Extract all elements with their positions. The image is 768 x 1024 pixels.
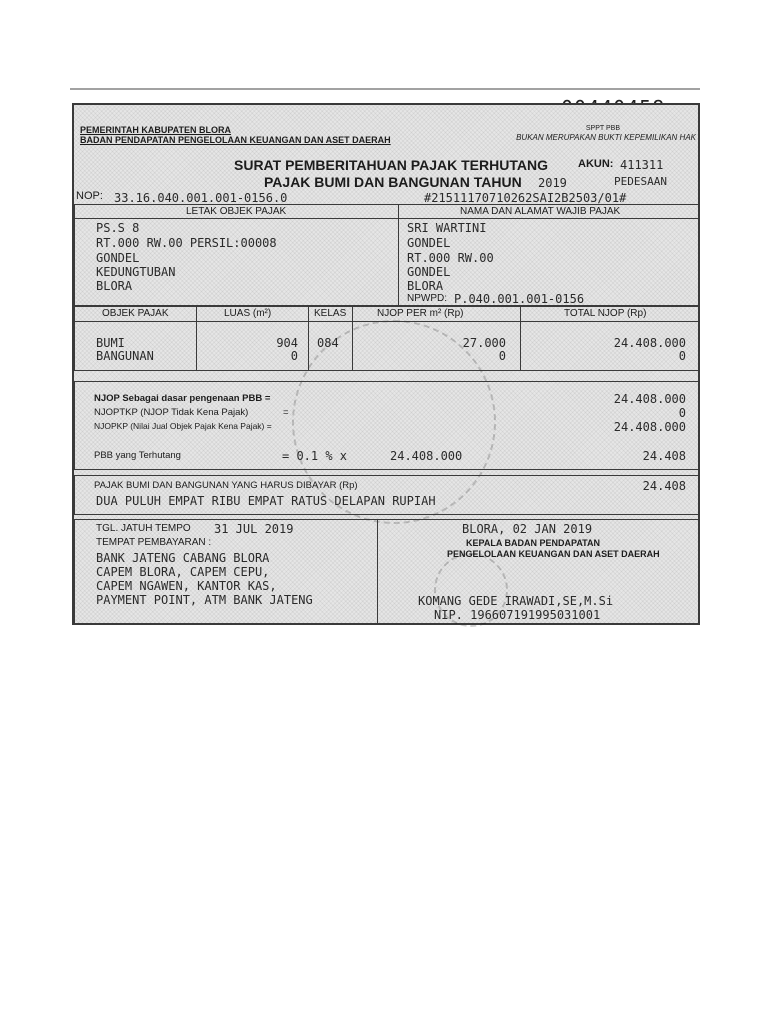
akun-value: 411311 [620,158,664,172]
payment-place: CAPEM BLORA, CAPEM CEPU, [96,565,270,579]
agency-name: BADAN PENDAPATAN PENGELOLAAN KEUANGAN DAN ASET DAERAH [80,135,391,145]
sector-label: PEDESAAN [614,175,667,188]
payable-in-words: DUA PULUH EMPAT RIBU EMPAT RATUS DELAPAN RUPIAH [96,494,436,508]
table-cell-objek: BUMI [96,336,125,350]
official-title: KEPALA BADAN PENDAPATAN [466,538,600,548]
table-cell-njop-per-m2: 27.000 [462,336,506,350]
payment-place: BANK JATENG CABANG BLORA [96,551,270,565]
tax-document [72,103,700,625]
issue-place-date: BLORA, 02 JAN 2019 [462,522,593,536]
document-subtitle: PAJAK BUMI DAN BANGUNAN TAHUN [264,174,522,190]
pbb-base: 24.408.000 [390,449,463,463]
table-cell-total: 24.408.000 [613,336,686,350]
col-header-njop-per-m2: NJOP PER m² (Rp) [377,308,464,319]
table-cell-kelas: 084 [317,336,339,350]
njoptkp-equals: = [283,407,289,418]
letak-header: LETAK OBJEK PAJAK [186,206,287,217]
document-title: SURAT PEMBERITAHUAN PAJAK TERHUTANG [234,157,548,173]
nop-value: 33.16.040.001.001-0156.0 [114,191,288,205]
location-line: KEDUNGTUBAN [96,265,176,279]
payment-place: PAYMENT POINT, ATM BANK JATENG [96,593,313,607]
taxpayer-line: BLORA [407,279,444,293]
payment-place: CAPEM NGAWEN, KANTOR KAS, [96,579,277,593]
location-line: GONDEL [96,251,140,265]
sppt-label: SPPT PBB [585,125,620,132]
location-line: RT.000 RW.00 PERSIL:00008 [96,236,277,250]
npwpd-value: P.040.001.001-0156 [454,292,585,306]
akun-label: AKUN: [578,158,614,170]
location-line: BLORA [96,279,133,293]
tax-year: 2019 [538,176,567,190]
official-office: PENGELOLAAN KEUANGAN DAN ASET DAERAH [447,549,660,559]
payable-value: 24.408 [642,479,686,493]
col-header-luas: LUAS (m²) [224,308,272,319]
ownership-disclaimer: BUKAN MERUPAKAN BUKTI KEPEMILIKAN HAK [516,133,696,142]
taxpayer-line: SRI WARTINI [407,221,487,235]
nop-code: #21511170710262SAI2B2503/01# [424,191,627,205]
njopkp-label: NJOPKP (Nilai Jual Objek Pajak Kena Pajak) = [94,421,272,431]
payable-label: PAJAK BUMI DAN BANGUNAN YANG HARUS DIBAYAR (Rp) [94,480,358,491]
taxpayer-line: GONDEL [407,236,451,250]
signer-name: KOMANG GEDE IRAWADI,SE,M.Si [418,594,614,608]
table-cell-luas: 0 [290,349,298,363]
signer-nip: NIP. 196607191995031001 [434,608,601,622]
scan-line [70,88,700,90]
government-name: PEMERINTAH KABUPATEN BLORA [80,125,231,135]
taxpayer-line: GONDEL [407,265,451,279]
payment-place-label: TEMPAT PEMBAYARAN : [96,537,212,548]
nop-label: NOP: [76,190,103,202]
due-date-label: TGL. JATUH TEMPO [96,523,191,534]
table-cell-objek: BANGUNAN [96,349,154,363]
col-header-kelas: KELAS [314,308,347,319]
wajib-header: NAMA DAN ALAMAT WAJIB PAJAK [460,206,621,217]
njop-basis-value: 24.408.000 [613,392,686,406]
njop-basis-label: NJOP Sebagai dasar pengenaan PBB = [94,393,271,404]
pbb-label: PBB yang Terhutang [94,450,181,461]
table-cell-total: 0 [678,349,686,363]
location-line: PS.S 8 [96,221,140,235]
njopkp-value: 24.408.000 [613,420,686,434]
pbb-rate: = 0.1 % x [282,449,348,463]
table-cell-njop-per-m2: 0 [498,349,506,363]
table-cell-luas: 904 [276,336,298,350]
parties-box [74,204,700,306]
due-date-value: 31 JUL 2019 [214,522,294,536]
col-header-objek: OBJEK PAJAK [102,308,169,319]
npwpd-label: NPWPD: [407,293,447,304]
njoptkp-label: NJOPTKP (NJOP Tidak Kena Pajak) [94,407,249,418]
taxpayer-line: RT.000 RW.00 [407,251,494,265]
pbb-value: 24.408 [642,449,686,463]
col-header-total-njop: TOTAL NJOP (Rp) [564,308,647,319]
njoptkp-value: 0 [678,406,686,420]
